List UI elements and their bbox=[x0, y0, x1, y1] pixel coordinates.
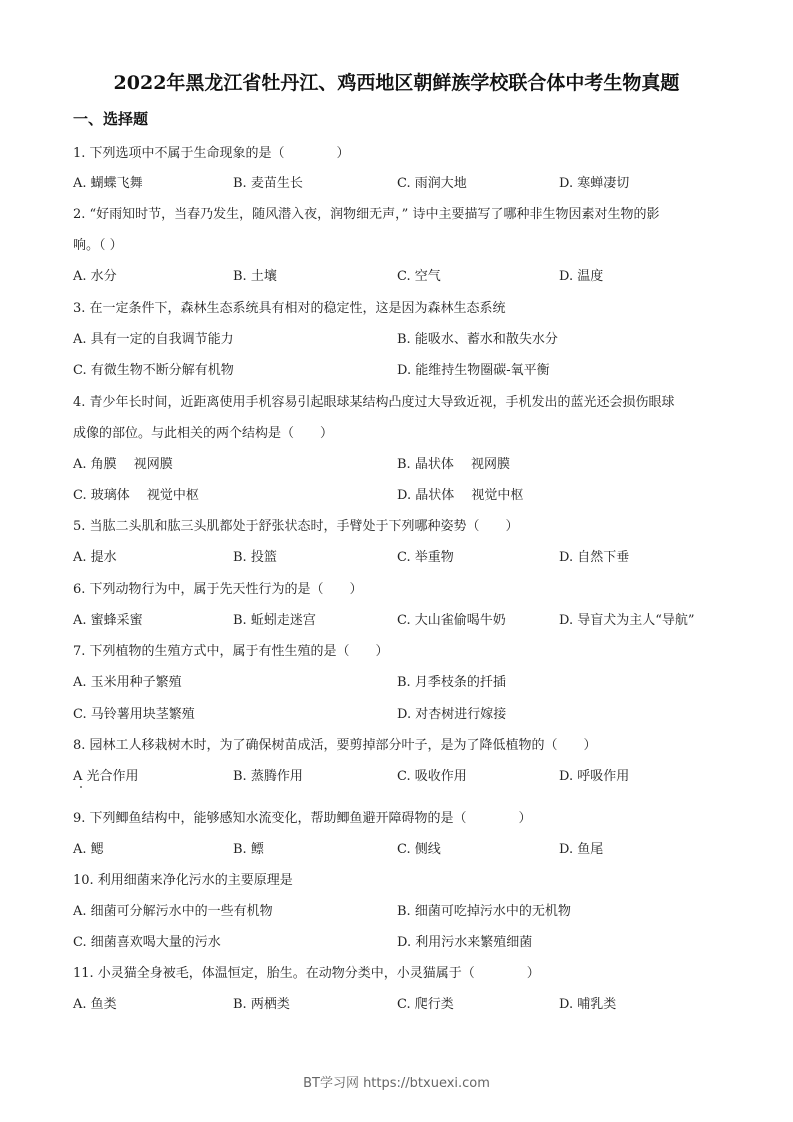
question-7-stem: 7. 下列植物的生殖方式中，属于有性生殖的是（ ） bbox=[73, 644, 389, 659]
question-6-option-a: A. 蜜蜂采蜜 bbox=[73, 613, 143, 628]
question-10-option-c: C. 细菌喜欢喝大量的污水 bbox=[73, 935, 221, 950]
footer-watermark: BT学习网 https://btxuexi.com bbox=[303, 1076, 490, 1091]
question-6-option-b: B. 蚯蚓走迷宫 bbox=[233, 613, 316, 628]
question-11-stem: 11. 小灵猫全身被毛，体温恒定，胎生。在动物分类中，小灵猫属于（ ） bbox=[73, 966, 540, 981]
question-1-stem: 1. 下列选项中不属于生命现象的是（ ） bbox=[73, 146, 350, 161]
question-10-option-b: B. 细菌可吃掉污水中的无机物 bbox=[397, 904, 571, 919]
question-9-option-d: D. 鱼尾 bbox=[559, 842, 604, 857]
question-7-option-c: C. 马铃薯用块茎繁殖 bbox=[73, 707, 195, 722]
question-4-stem-cont: 成像的部位。与此相关的两个结构是（ ） bbox=[73, 426, 334, 441]
question-1-option-d: D. 寒蝉凄切 bbox=[559, 176, 630, 191]
question-10-option-d: D. 利用污水来繁殖细菌 bbox=[397, 935, 533, 950]
stray-mark bbox=[80, 786, 82, 788]
question-5-option-c: C. 举重物 bbox=[397, 550, 454, 565]
question-3-option-d: D. 能维持生物圈碳-氧平衡 bbox=[397, 363, 550, 378]
question-11-option-a: A. 鱼类 bbox=[73, 997, 117, 1012]
question-1-option-c: C. 雨润大地 bbox=[397, 176, 467, 191]
question-11-option-d: D. 哺乳类 bbox=[559, 997, 617, 1012]
question-8-option-a: A 光合作用 bbox=[73, 769, 139, 784]
question-3-option-c: C. 有微生物不断分解有机物 bbox=[73, 363, 234, 378]
question-7-option-d: D. 对杏树进行嫁接 bbox=[397, 707, 507, 722]
question-10-option-a: A. 细菌可分解污水中的一些有机物 bbox=[73, 904, 273, 919]
question-8-option-d: D. 呼吸作用 bbox=[559, 769, 630, 784]
question-7-option-b: B. 月季枝条的扦插 bbox=[397, 675, 506, 690]
question-5-stem: 5. 当肱二头肌和肱三头肌都处于舒张状态时，手臂处于下列哪种姿势（ ） bbox=[73, 519, 519, 534]
question-4-option-a: A. 角膜 视网膜 bbox=[73, 457, 173, 472]
question-9-option-b: B. 鳔 bbox=[233, 842, 264, 857]
question-11-option-b: B. 两栖类 bbox=[233, 997, 290, 1012]
question-4-option-b: B. 晶状体 视网膜 bbox=[397, 457, 510, 472]
question-2-stem: 2. “好雨知时节，当春乃发生，随风潜入夜，润物细无声，” 诗中主要描写了哪种非生物因素对生物的影 bbox=[73, 207, 660, 222]
question-5-option-a: A. 提水 bbox=[73, 550, 117, 565]
question-2-option-c: C. 空气 bbox=[397, 269, 441, 284]
question-5-option-b: B. 投篮 bbox=[233, 550, 277, 565]
question-8-option-c: C. 吸收作用 bbox=[397, 769, 467, 784]
question-1-option-b: B. 麦苗生长 bbox=[233, 176, 303, 191]
question-3-stem: 3. 在一定条件下，森林生态系统具有相对的稳定性，这是因为森林生态系统 bbox=[73, 301, 506, 316]
question-2-option-a: A. 水分 bbox=[73, 269, 117, 284]
question-7-option-a: A. 玉米用种子繁殖 bbox=[73, 675, 182, 690]
question-5-option-d: D. 自然下垂 bbox=[559, 550, 630, 565]
question-9-stem: 9. 下列鲫鱼结构中，能够感知水流变化，帮助鲫鱼避开障碍物的是（ ） bbox=[73, 811, 532, 826]
question-2-stem-cont: 响。（ ） bbox=[73, 238, 123, 253]
section-heading: 一、选择题 bbox=[73, 110, 149, 128]
question-1-option-a: A. 蝴蝶飞舞 bbox=[73, 176, 143, 191]
question-6-option-d: D. 导盲犬为主人“导航” bbox=[559, 613, 695, 628]
document-title: 2022年黑龙江省牡丹江、鸡西地区朝鲜族学校联合体中考生物真题 bbox=[113, 72, 680, 94]
question-3-option-a: A. 具有一定的自我调节能力 bbox=[73, 332, 234, 347]
question-6-stem: 6. 下列动物行为中，属于先天性行为的是（ ） bbox=[73, 582, 363, 597]
question-6-option-c: C. 大山雀偷喝牛奶 bbox=[397, 613, 506, 628]
question-4-stem: 4. 青少年长时间，近距离使用手机容易引起眼球某结构凸度过大导致近视，手机发出的蓝光还会损伤眼球 bbox=[73, 395, 675, 410]
question-11-option-c: C. 爬行类 bbox=[397, 997, 454, 1012]
question-8-stem: 8. 园林工人移栽树木时，为了确保树苗成活，要剪掉部分叶子，是为了降低植物的（ ） bbox=[73, 738, 597, 753]
question-2-option-d: D. 温度 bbox=[559, 269, 604, 284]
question-10-stem: 10. 利用细菌来净化污水的主要原理是 bbox=[73, 873, 293, 888]
question-8-option-b: B. 蒸腾作用 bbox=[233, 769, 303, 784]
question-9-option-a: A. 鳃 bbox=[73, 842, 104, 857]
question-2-option-b: B. 土壤 bbox=[233, 269, 277, 284]
question-4-option-d: D. 晶状体 视觉中枢 bbox=[397, 488, 524, 503]
question-9-option-c: C. 侧线 bbox=[397, 842, 441, 857]
question-4-option-c: C. 玻璃体 视觉中枢 bbox=[73, 488, 199, 503]
question-3-option-b: B. 能吸水、蓄水和散失水分 bbox=[397, 332, 558, 347]
